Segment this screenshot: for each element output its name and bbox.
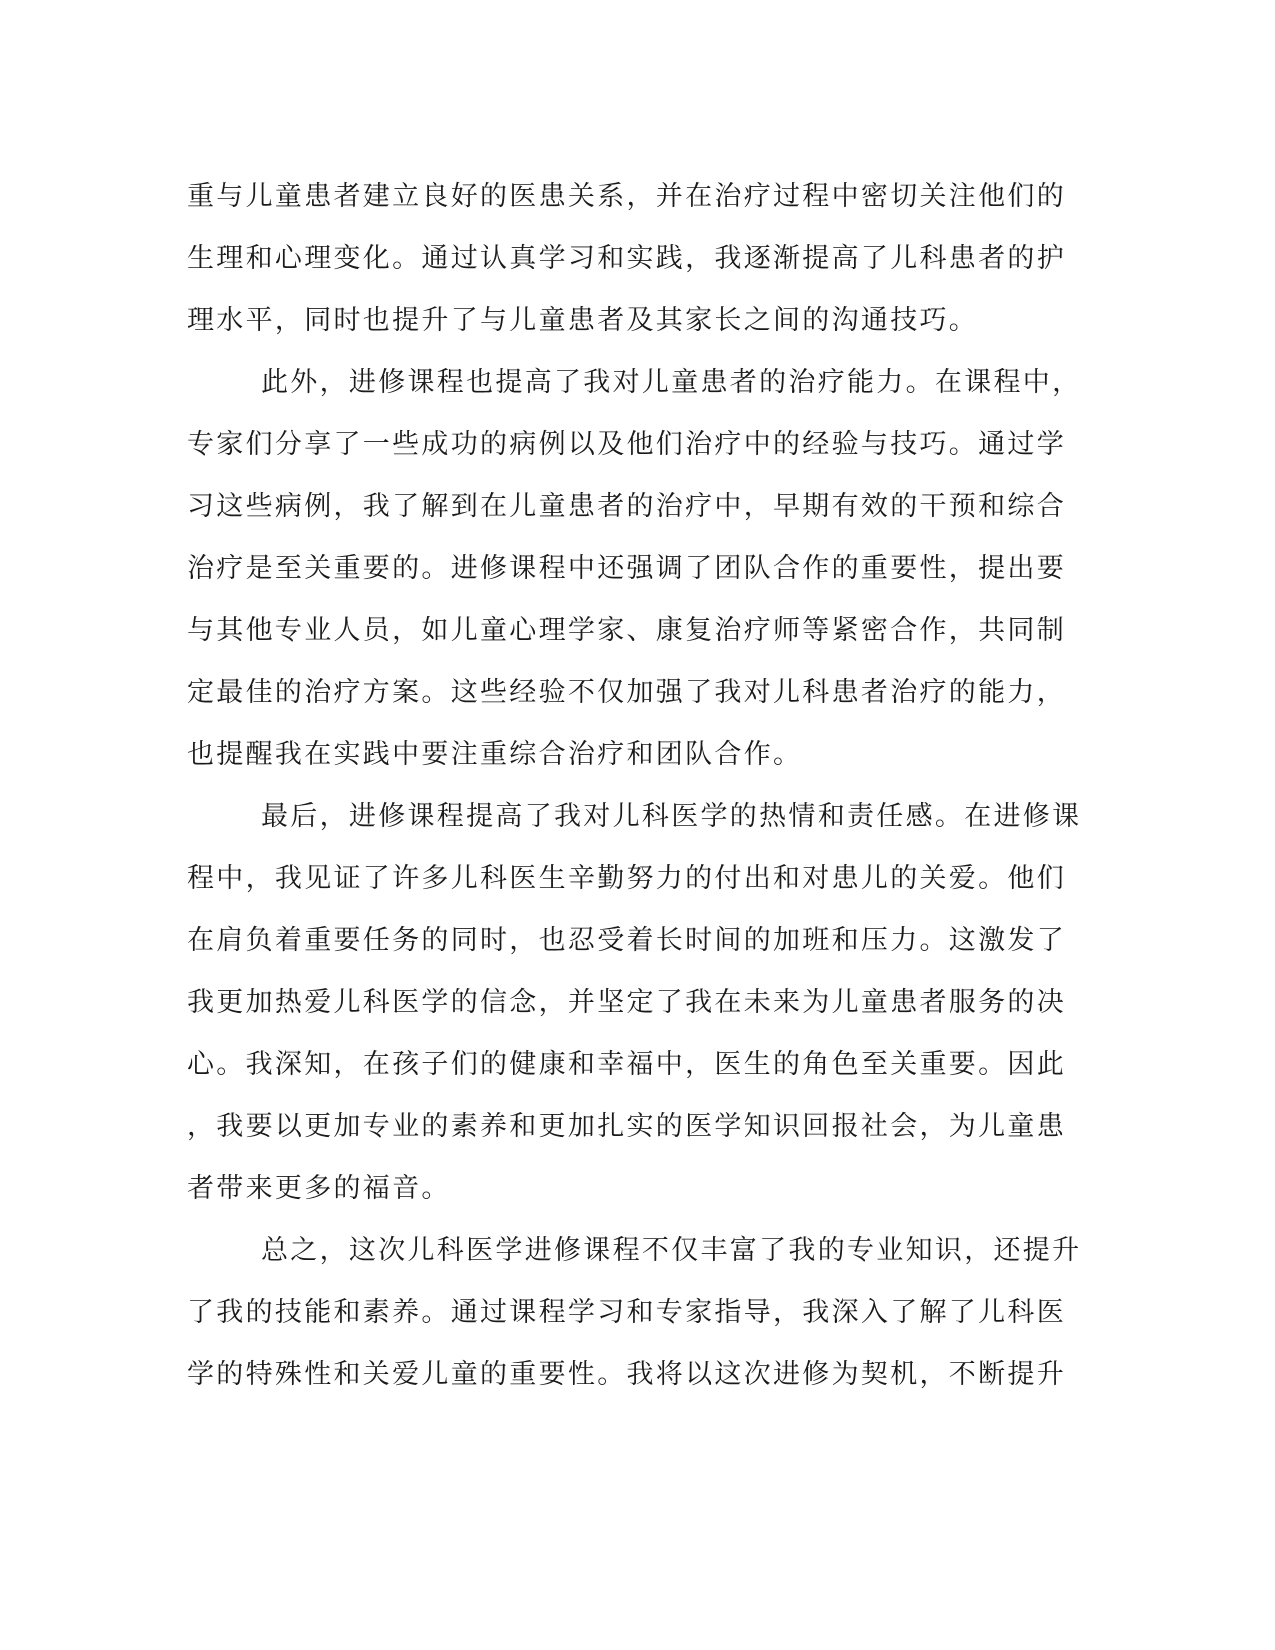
text-line: 者带来更多的福音。 [187, 1173, 451, 1204]
text-line: 此外，进修课程也提高了我对儿童患者的治疗能力。在课程中， [261, 367, 1082, 398]
text-line: 程中，我见证了许多儿科医生辛勤努力的付出和对患儿的关爱。他们 [187, 863, 1066, 894]
paragraph-continuation [187, 166, 1087, 352]
text-line: ，我要以更加专业的素养和更加扎实的医学知识回报社会，为儿童患 [187, 1111, 1066, 1142]
document-body [187, 166, 1087, 1406]
text-line: 心。我深知，在孩子们的健康和幸福中，医生的角色至关重要。因此 [187, 1049, 1066, 1080]
paragraph-passion [187, 786, 1087, 1220]
paragraph-conclusion [187, 1220, 1087, 1406]
text-line: 生理和心理变化。通过认真学习和实践，我逐渐提高了儿科患者的护 [187, 243, 1066, 274]
text-line: 学的特殊性和关爱儿童的重要性。我将以这次进修为契机，不断提升 [187, 1359, 1066, 1390]
text-line: 治疗是至关重要的。进修课程中还强调了团队合作的重要性，提出要 [187, 553, 1066, 584]
text-line: 最后，进修课程提高了我对儿科医学的热情和责任感。在进修课 [261, 801, 1082, 832]
text-line: 定最佳的治疗方案。这些经验不仅加强了我对儿科患者治疗的能力， [187, 677, 1066, 708]
text-line: 我更加热爱儿科医学的信念，并坚定了我在未来为儿童患者服务的决 [187, 987, 1066, 1018]
text-line: 了我的技能和素养。通过课程学习和专家指导，我深入了解了儿科医 [187, 1297, 1066, 1328]
text-line: 总之，这次儿科医学进修课程不仅丰富了我的专业知识，还提升 [261, 1235, 1082, 1266]
text-line: 专家们分享了一些成功的病例以及他们治疗中的经验与技巧。通过学 [187, 429, 1066, 460]
text-line: 习这些病例，我了解到在儿童患者的治疗中，早期有效的干预和综合 [187, 491, 1066, 522]
text-line: 重与儿童患者建立良好的医患关系，并在治疗过程中密切关注他们的 [187, 181, 1066, 212]
text-line: 也提醒我在实践中要注重综合治疗和团队合作。 [187, 739, 803, 770]
text-line: 与其他专业人员，如儿童心理学家、康复治疗师等紧密合作，共同制 [187, 615, 1066, 646]
paragraph-treatment-ability [187, 352, 1087, 786]
text-line: 理水平，同时也提升了与儿童患者及其家长之间的沟通技巧。 [187, 305, 979, 336]
text-line: 在肩负着重要任务的同时，也忍受着长时间的加班和压力。这激发了 [187, 925, 1066, 956]
